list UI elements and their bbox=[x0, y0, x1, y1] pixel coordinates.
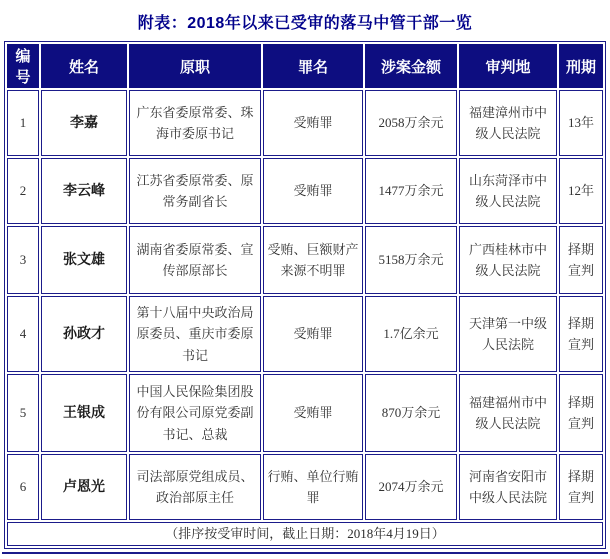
cell-amount: 1.7亿余元 bbox=[365, 296, 457, 372]
cell-amount: 2058万余元 bbox=[365, 90, 457, 156]
cell-number: 1 bbox=[7, 90, 39, 156]
table-row bbox=[7, 90, 603, 156]
cell-charge: 受贿罪 bbox=[263, 296, 363, 372]
cell-name: 卢恩光 bbox=[41, 454, 127, 520]
cell-sentence: 择期宣判 bbox=[559, 454, 603, 520]
cell-charge: 受贿罪 bbox=[263, 158, 363, 224]
cell-sentence: 择期宣判 bbox=[559, 374, 603, 452]
table-footnote: （排序按受审时间，截止日期：2018年4月19日） bbox=[7, 522, 603, 546]
footnote-row bbox=[7, 522, 603, 546]
cell-number: 4 bbox=[7, 296, 39, 372]
cell-position: 广东省委原常委、珠海市委原书记 bbox=[129, 90, 261, 156]
cell-name: 李云峰 bbox=[41, 158, 127, 224]
cell-name: 李嘉 bbox=[41, 90, 127, 156]
col-header-name: 姓名 bbox=[41, 44, 127, 88]
cell-position: 第十八届中央政治局原委员、重庆市委原书记 bbox=[129, 296, 261, 372]
col-header-position: 原职 bbox=[129, 44, 261, 88]
col-header-number: 编号 bbox=[7, 44, 39, 88]
col-header-court: 审判地 bbox=[459, 44, 557, 88]
table-row bbox=[7, 158, 603, 224]
table-row bbox=[7, 454, 603, 520]
cell-sentence: 12年 bbox=[559, 158, 603, 224]
cell-court: 广西桂林市中级人民法院 bbox=[459, 226, 557, 294]
cell-court: 山东菏泽市中级人民法院 bbox=[459, 158, 557, 224]
cell-number: 2 bbox=[7, 158, 39, 224]
cell-charge: 受贿罪 bbox=[263, 90, 363, 156]
cell-name: 孙政才 bbox=[41, 296, 127, 372]
cell-court: 福建漳州市中级人民法院 bbox=[459, 90, 557, 156]
cell-position: 司法部原党组成员、政治部原主任 bbox=[129, 454, 261, 520]
cell-name: 张文雄 bbox=[41, 226, 127, 294]
table-row bbox=[7, 374, 603, 452]
cell-number: 5 bbox=[7, 374, 39, 452]
cell-court: 河南省安阳市中级人民法院 bbox=[459, 454, 557, 520]
cell-position: 中国人民保险集团股份有限公司原党委副书记、总裁 bbox=[129, 374, 261, 452]
cell-court: 福建福州市中级人民法院 bbox=[459, 374, 557, 452]
col-header-sentence: 刑期 bbox=[559, 44, 603, 88]
cell-number: 3 bbox=[7, 226, 39, 294]
cell-charge: 受贿、巨额财产来源不明罪 bbox=[263, 226, 363, 294]
cell-amount: 2074万余元 bbox=[365, 454, 457, 520]
cell-sentence: 择期宣判 bbox=[559, 296, 603, 372]
cell-position: 江苏省委原常委、原常务副省长 bbox=[129, 158, 261, 224]
cell-position: 湖南省委原常委、宣传部原部长 bbox=[129, 226, 261, 294]
cell-court: 天津第一中级人民法院 bbox=[459, 296, 557, 372]
cell-sentence: 择期宣判 bbox=[559, 226, 603, 294]
table-row bbox=[7, 226, 603, 294]
page-title: 附表：2018年以来已受审的落马中管干部一览 bbox=[137, 15, 473, 32]
col-header-charge: 罪名 bbox=[263, 44, 363, 88]
cell-charge: 行贿、单位行贿罪 bbox=[263, 454, 363, 520]
col-header-amount: 涉案金额 bbox=[365, 44, 457, 88]
cell-name: 王银成 bbox=[41, 374, 127, 452]
bottom-rule bbox=[2, 552, 608, 554]
cell-charge: 受贿罪 bbox=[263, 374, 363, 452]
cell-number: 6 bbox=[7, 454, 39, 520]
cell-sentence: 13年 bbox=[559, 90, 603, 156]
cell-amount: 1477万余元 bbox=[365, 158, 457, 224]
cadres-table bbox=[4, 41, 606, 549]
table-row bbox=[7, 296, 603, 372]
cell-amount: 5158万余元 bbox=[365, 226, 457, 294]
header-row bbox=[7, 44, 603, 88]
cell-amount: 870万余元 bbox=[365, 374, 457, 452]
